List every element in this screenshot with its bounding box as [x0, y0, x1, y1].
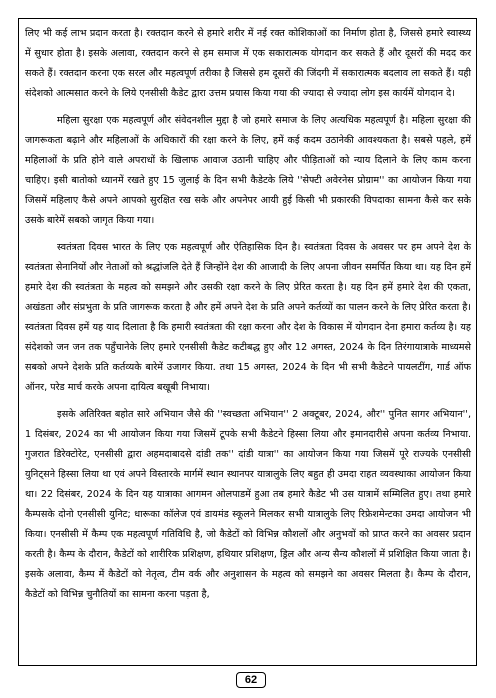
paragraph-campaigns-camps: इसके अतिरिक्त बहोत सारे अभियान जैसे की ''स्वच्छता अभियान'' 2 अक्टूबर, 2024, और'' पुनित सागर अभियान'', 1 दिसंबर, 2024 का भी आयोजन किया गया जिसमें टूपके सभी कैडेटने हिस्सा लिया और इमानदारीसे अपना कर्तव्य निभाया. गुजरात डिरेक्टोरेट, एनसीसी द्वारा अहमदाबादसे दांडी तक'' दांडी यात्रा'' का आयोजन किया गया जिसमें पूरे राज्यके एनसीसी युनिट्सने हिस्सा लिया था एवं अपने विस्तारके मार्गमें स्थान स्थानपर यात्रालुके लिए बहुत ही उमदा राहत व्यवस्थाका आयोजन किया था। 22 दिसंबर, 2024 के दिन यह यात्राका आगमन ओलपाडमें हुआ तब हमारे कैडेट भी उस यात्रामें सम्मिलित हुए। तथा हमारे कैम्पसके दोनो एनसीसी युनिट; धारूका कॉलेज एवं डायमंड स्कूलने मिलकर सभी यात्रालुके लिए रिफ्रेशमेन्टका उमदा आयोजन भी किया। एनसीसी में कैम्प एक महत्वपूर्ण गतिविधि है, जो कैडेटों को विभिन्न कौशलों और अनुभवों को प्राप्त करने का अवसर प्रदान करती है। कैम्प के दौरान, कैडेटों को शारीरिक प्रशिक्षण, हथियार प्रशिक्षण, ड्रिल और अन्य सैन्य कौशलों में प्रशिक्षित किया जाता है। इसके अलावा, कैम्प में कैडेटों को नेतृत्व, टीम वर्क और अनुशासन के महत्व को समझने का अवसर मिलता है। कैम्प के दौरान, कैडेटों को विभिन्न चुनौतियों का सामना करना पड़ता है,: [25, 409, 471, 600]
paragraph-independence-day: स्वतंत्रता दिवस भारत के लिए एक महत्वपूर्ण और ऐतिहासिक दिन है। स्वतंत्रता दिवस के अवसर पर हम अपने देश के स्वतंत्रता सेनानियों और नेताओं को श्रद्धांजलि देते हैं जिन्होंने देश की आजादी के लिए अपना जीवन समर्पित किया था। यह दिन हमें हमारे देश की स्वतंत्रता के महत्व को समझने और उसकी रक्षा करने के लिए प्रेरित करता है। यह दिन हमें हमारे देश की एकता, अखंडता और संप्रभुता के प्रति जागरूक करता है और हमें अपने देश के प्रति अपने कर्तव्यों का पालन करने के लिए प्रेरित करता है। स्वतंत्रता दिवस हमें यह याद दिलाता है कि हमारी स्वतंत्रता की रक्षा करना और देश के विकास में योगदान देना हमारा कर्तव्य है। यह संदेशको जन जन तक पहुँचानेके लिए हमारे एनसीसी कैडेट कटीबद्ध हुए और 12 अगस्त, 2024 के दिन तिरंगायात्राके माध्यमसे सबको अपने देशके प्रति कर्तव्यके बारेमें उजागर किया. तथा 15 अगस्त, 2024 के दिन भी सभी कैडेटने पायलटींग, गार्ड ऑफ ऑनर, परेड मार्च करके अपना दायित्व बखूबी निभाया।: [25, 242, 471, 393]
page-number: 62: [236, 672, 266, 688]
paragraph-women-safety: महिला सुरक्षा एक महत्वपूर्ण और संवेदनशील मुद्दा है जो हमारे समाज के लिए अत्यधिक महत्वपूर्ण है। महिला सुरक्षा की जागरूकता बढ़ाने और महिलाओं के अधिकारों की रक्षा करने के लिए, हमें कई कदम उठानेकी आवश्यकता है। सबसे पहले, हमें महिलाओं के प्रति होने वाले अपराधों के खिलाफ आवाज उठानी चाहिए और पीड़िताओं को न्याय दिलाने के लिए काम करना चाहिए। इसी बातोको ध्यानमें रखते हुए 15 जुलाई के दिन सभी कैडेटके लिये ''सेफ्टी अवेरनेस प्रोग्राम'' का आयोजन किया गया जिसमें महिलाए कैसे अपने आपको सुरक्षित रख सके और अपनेपर आयी हुई किसी भी प्रकारकी विपदाका सामना कैसे कर सके उसके बारेमें सबको जागृत किया गया।: [25, 115, 471, 226]
paragraph-blood-donation: लिए भी कई लाभ प्रदान करता है। रक्तदान करने से हमारे शरीर में नई रक्त कोशिकाओं का निर्माण होता है, जिससे हमारे स्वास्थ्य में सुधार होता है। इसके अलावा, रक्तदान करने से हम समाज में एक सकारात्मक योगदान कर सकते हैं और दूसरों की मदद कर सकते हैं। रक्तदान करना एक सरल और महत्वपूर्ण तरीका है जिससे हम दूसरों की जिंदगी में सकारात्मक बदलाव ला सकते हैं। यही संदेशको आत्मसात करने के लिये एनसीसी कैडेट द्वारा उत्तम प्रयास किया गया की ज्यादा से ज्यादा लोग इस कार्यमें योगदान दे।: [25, 28, 471, 99]
page-body: [25, 24, 471, 605]
